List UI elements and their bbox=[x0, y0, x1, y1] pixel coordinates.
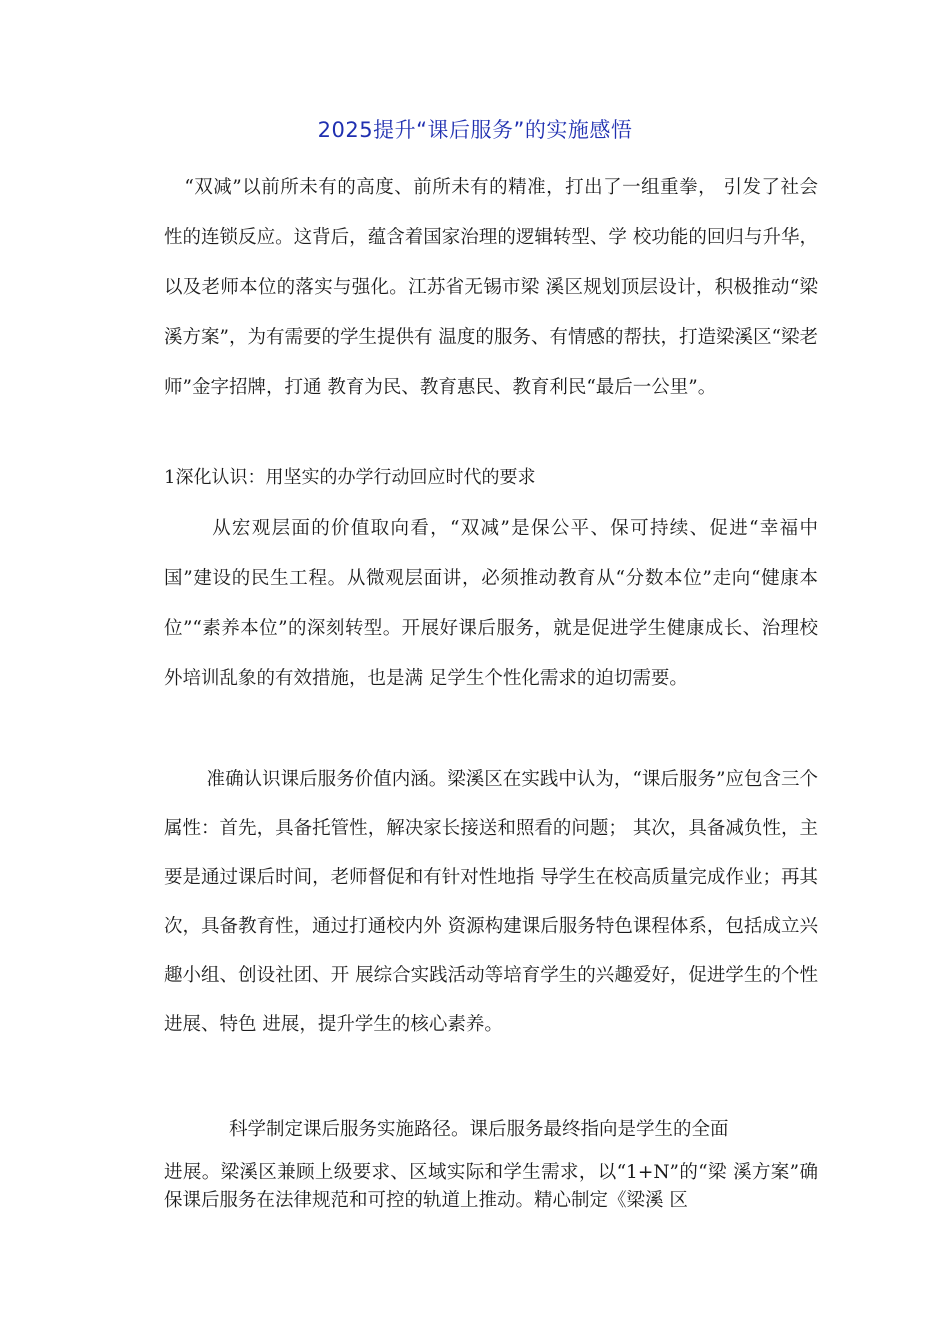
paragraph-intro: “双减”以前所未有的高度、前所未有的精准，打出了一组重拳， 引发了社会性的连锁反应。这背后，蕴含着国家治理的逻辑转型、学 校功能的回归与升华，以及老师本位的落实与强化。江苏省无锡市梁 溪区规划顶层设计，积极推动“梁溪方案”，为有需要的学生提供有 温度的服务、有情感的帮扶，打造梁溪区“梁老师”金字招牌，打通 教育为民、教育惠民、教育利民“最后一公里”。 bbox=[164, 177, 818, 398]
document-title: 2025提升“课后服务”的实施感悟 bbox=[317, 118, 633, 142]
paragraph-macro-view: 从宏观层面的价值取向看，“双减”是保公平、保可持续、促进“幸福中国”建设的民生工程。从微观层面讲，必须推动教育从“分数本位”走向“健康本位”“素养本位”的深刻转型。开展好课后服务，就是促进学生健康成长、治理校外培训乱象的有效措施，也是满 足学生个性化需求的迫切需要。 bbox=[164, 518, 818, 689]
paragraph-value-connotation: 准确认识课后服务价值内涵。梁溪区在实践中认为，“课后服务”应包含三个属性：首先，具备托管性，解决家长接送和照看的问题； 其次，具备减负性，主要是通过课后时间，老师督促和有针对性地指 导学生在校高质量完成作业；再其次，具备教育性，通过打通校内外 资源构建课后服务特色课程体系，包括成立兴趣小组、创设社团、开 展综合实践活动等培育学生的兴趣爱好，促进学生的个性进展、特色 进展，提升学生的核心素养。 bbox=[164, 769, 818, 1035]
paragraph-implementation-first-line: 科学制定课后服务实施路径。课后服务最终指向是学生的全面 bbox=[229, 1119, 729, 1140]
paragraph-implementation-rest: 进展。梁溪区兼顾上级要求、区域实际和学生需求，以“1+N”的“梁 溪方案”确保课后服务在法律规范和可控的轨道上推动。精心制定《梁溪 区 bbox=[164, 1162, 818, 1211]
section-heading-1: 1深化认识：用坚实的办学行动回应时代的要求 bbox=[164, 467, 536, 488]
